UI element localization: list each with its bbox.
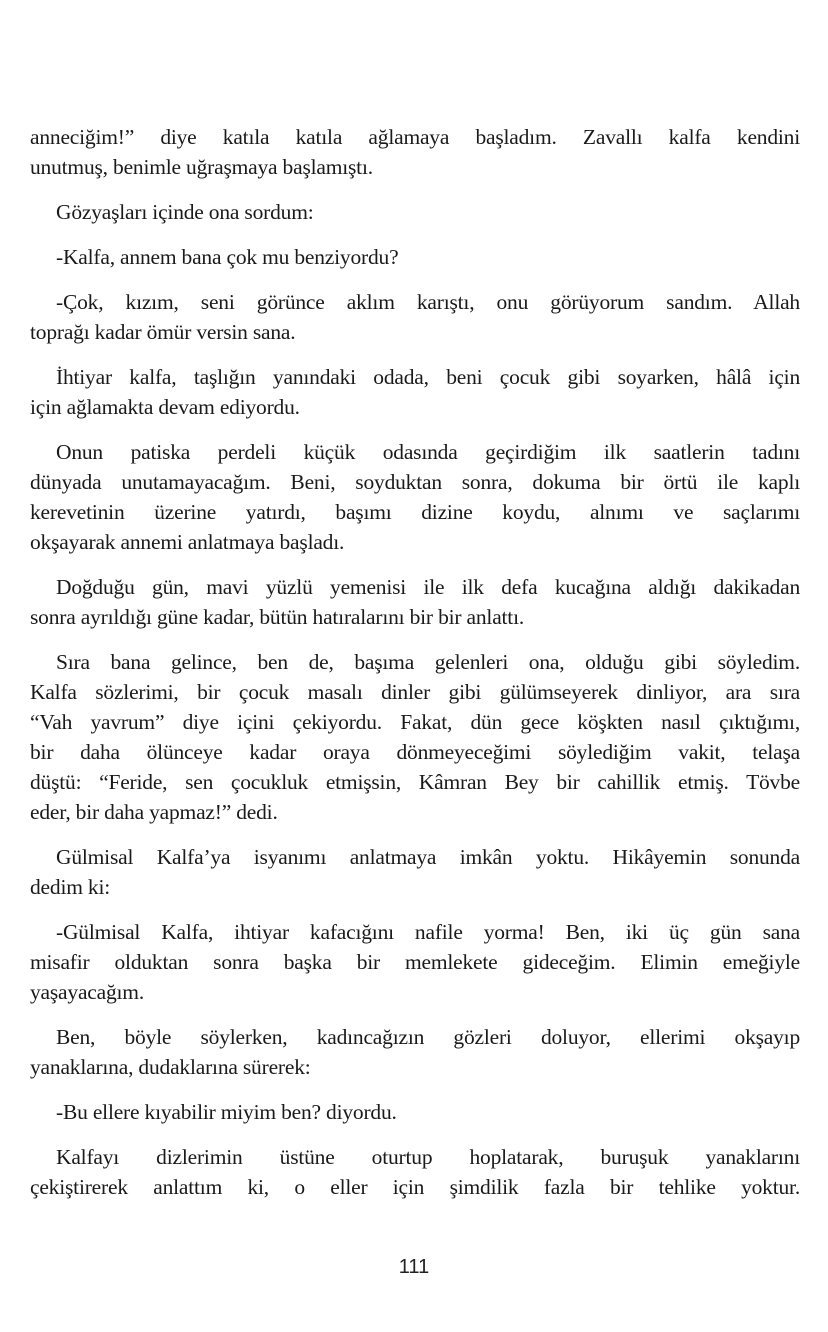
text-line: Gözyaşları içinde ona sordum: (56, 200, 314, 224)
text-line: düştü: “Feride, sen çocukluk etmişsin, Kâmran Bey bir cahillik etmiş. Tövbe (30, 770, 800, 794)
paragraph (30, 842, 800, 902)
text-line: dedim ki: (30, 875, 111, 899)
text-line: yanaklarına, dudaklarına sürerek: (30, 1055, 311, 1079)
paragraph (30, 437, 800, 557)
text-line: toprağı kadar ömür versin sana. (30, 320, 296, 344)
paragraph (30, 647, 800, 827)
text-line: -Kalfa, annem bana çok mu benziyordu? (56, 245, 399, 269)
text-line: çekiştirerek anlattım ki, o eller için şimdilik fazla bir tehlike yoktur. (30, 1175, 800, 1199)
text-line: misafir olduktan sonra başka bir memlekete gideceğim. Elimin emeğiyle (30, 950, 800, 974)
text-line: Onun patiska perdeli küçük odasında geçirdiğim ilk saatlerin tadını (56, 440, 800, 464)
paragraph (30, 917, 800, 1007)
paragraph (30, 1022, 800, 1082)
text-line: -Çok, kızım, seni görünce aklım karıştı, onu görüyorum sandım. Allah (56, 290, 800, 314)
text-line: bir daha ölünceye kadar oraya dönmeyeceğimi söylediğim vakit, telaşa (30, 740, 800, 764)
text-line: Sıra bana gelince, ben de, başıma gelenleri ona, olduğu gibi söyledim. (56, 650, 800, 674)
paragraph (30, 1142, 800, 1202)
text-line: okşayarak annemi anlatmaya başladı. (30, 530, 345, 554)
book-page-body (30, 122, 800, 1217)
text-line: için ağlamakta devam ediyordu. (30, 395, 300, 419)
text-line: İhtiyar kalfa, taşlığın yanındaki odada, beni çocuk gibi soyarken, hâlâ için (56, 365, 800, 389)
text-line: -Gülmisal Kalfa, ihtiyar kafacığını nafile yorma! Ben, iki üç gün sana (56, 920, 800, 944)
paragraph (30, 122, 800, 182)
text-line: Gülmisal Kalfa’ya isyanımı anlatmaya imkân yoktu. Hikâyemin sonunda (56, 845, 800, 869)
text-line: Kalfa sözlerimi, bir çocuk masalı dinler gibi gülümseyerek dinliyor, ara sıra (30, 680, 800, 704)
text-line: Kalfayı dizlerimin üstüne oturtup hoplatarak, buruşuk yanaklarını (56, 1145, 800, 1169)
text-line: yaşayacağım. (30, 980, 145, 1004)
paragraph (30, 362, 800, 422)
text-line: eder, bir daha yapmaz!” dedi. (30, 800, 278, 824)
paragraph (30, 287, 800, 347)
text-line: anneciğim!” diye katıla katıla ağlamaya başladım. Zavallı kalfa kendini (30, 125, 800, 149)
page-number: 111 (398, 1256, 430, 1278)
paragraph (30, 572, 800, 632)
text-line: dünyada unutamayacağım. Beni, soyduktan sonra, dokuma bir örtü ile kaplı (30, 470, 800, 494)
paragraph (30, 197, 800, 227)
paragraph (30, 242, 800, 272)
text-line: kerevetinin üzerine yatırdı, başımı dizine koydu, alnımı ve saçlarımı (30, 500, 800, 524)
text-line: sonra ayrıldığı güne kadar, bütün hatıralarını bir bir anlattı. (30, 605, 525, 629)
paragraph (30, 1097, 800, 1127)
text-line: -Bu ellere kıyabilir miyim ben? diyordu. (56, 1100, 397, 1124)
text-line: Doğduğu gün, mavi yüzlü yemenisi ile ilk defa kucağına aldığı dakikadan (56, 575, 800, 599)
text-line: Ben, böyle söylerken, kadıncağızın gözleri doluyor, ellerimi okşayıp (56, 1025, 800, 1049)
text-line: unutmuş, benimle uğraşmaya başlamıştı. (30, 155, 373, 179)
text-line: “Vah yavrum” diye içini çekiyordu. Fakat, dün gece köşkten nasıl çıktığımı, (30, 710, 800, 734)
